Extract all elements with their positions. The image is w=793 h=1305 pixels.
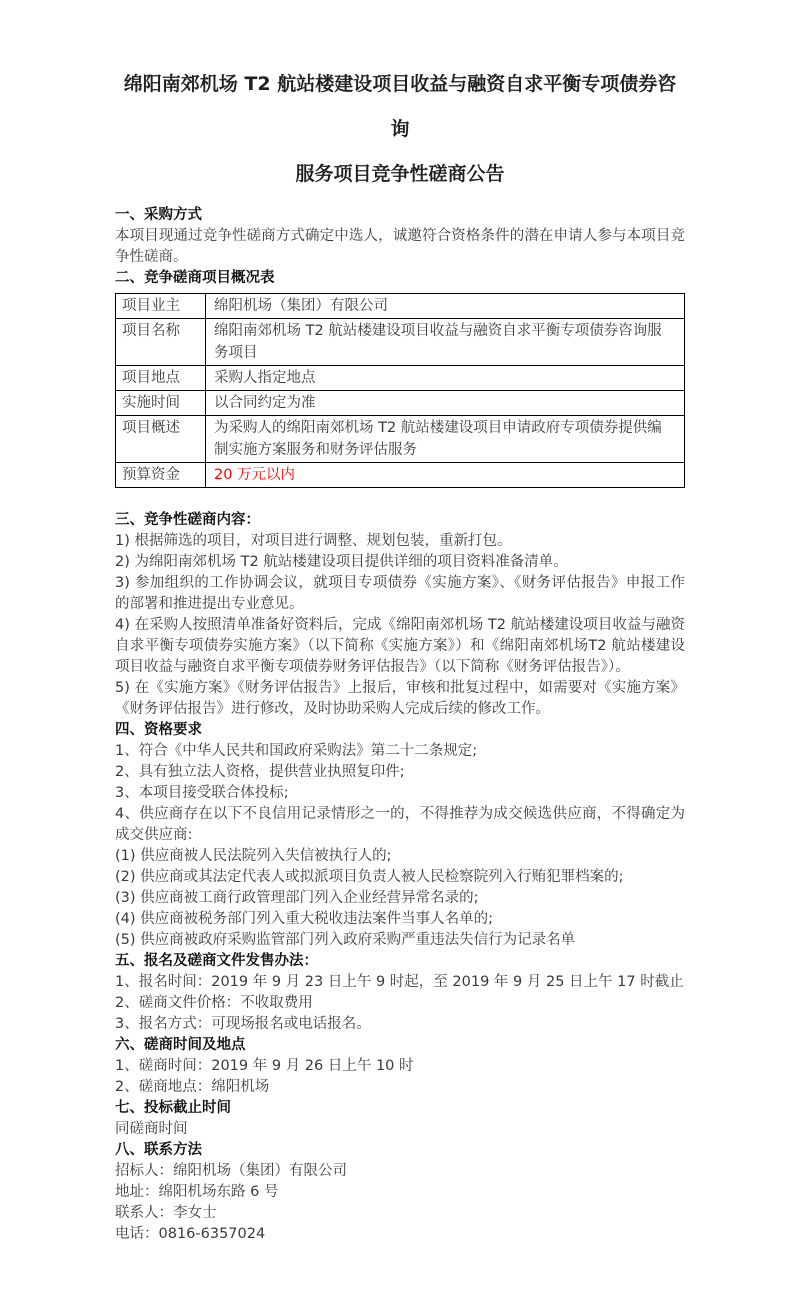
section3-item-5: 5) 在《实施方案》《财务评估报告》上报后，审核和批复过程中，如需要对《实施方案》《财务评估报告》进行修改，及时协助采购人完成后续的修改工作。 [115,680,685,717]
section4-item-3: 3、本项目接受联合体投标; [115,785,289,801]
table-row-name [116,319,685,366]
section5-item-1: 1、报名时间：2019 年 9 月 23 日上午 9 时起，至 2019 年 9 月 25 日上午 17 时截止 [115,974,684,990]
row-value-summary: 为采购人的绵阳南郊机场 T2 航站楼建设项目申请政府专项债券提供编制实施方案服务和财务评估服务 [206,416,685,463]
section1-heading: 一、采购方式 [115,207,202,223]
title-line-2: 服务项目竞争性磋商公告 [295,163,505,185]
section4-subitem-3: (3) 供应商被工商行政管理部门列入企业经营异常名录的; [115,890,479,906]
table-row-budget [116,463,685,488]
section4-heading: 四、资格要求 [115,722,202,738]
section5-item-3: 3、报名方式：可现场报名或电话报名。 [115,1016,371,1032]
table-row-owner [116,294,685,319]
row-value-owner: 绵阳机场（集团）有限公司 [206,294,685,319]
row-label-schedule: 实施时间 [116,391,206,416]
section5-item-2: 2、磋商文件价格：不收取费用 [115,995,313,1011]
contact-person: 联系人：李女士 [115,1205,217,1221]
section3-heading: 三、竞争性磋商内容： [115,512,260,528]
row-value-location: 采购人指定地点 [206,366,685,391]
section4-subitem-2: (2) 供应商或其法定代表人或拟派项目负责人被人民检察院列入行贿犯罪档案的; [115,869,624,885]
row-label-summary: 项目概述 [116,416,206,463]
row-value-name: 绵阳南郊机场 T2 航站楼建设项目收益与融资自求平衡专项债券咨询服务项目 [206,319,685,366]
row-value-budget: 20 万元以内 [206,463,685,488]
title-line-1: 绵阳南郊机场 T2 航站楼建设项目收益与融资自求平衡专项债券咨询 [123,73,677,140]
table-row-summary [116,416,685,463]
section2-heading: 二、竞争磋商项目概况表 [115,270,275,286]
document-title [115,62,685,197]
section6-heading: 六、磋商时间及地点 [115,1037,246,1053]
row-value-schedule: 以合同约定为准 [206,391,685,416]
section8-heading: 八、联系方法 [115,1142,202,1158]
table-row-location [116,366,685,391]
section4-subitem-5: (5) 供应商被政府采购监管部门列入政府采购严重违法失信行为记录名单 [115,932,576,948]
project-overview-table [115,293,685,488]
section1-body: 本项目现通过竞争性磋商方式确定中选人，诚邀符合资格条件的潜在申请人参与本项目竞争性磋商。 [115,228,685,265]
section4-item-1: 1、符合《中华人民共和国政府采购法》第二十二条规定; [115,743,478,759]
section7-heading: 七、投标截止时间 [115,1100,231,1116]
section7-body: 同磋商时间 [115,1121,188,1137]
contact-address: 地址：绵阳机场东路 6 号 [115,1184,279,1200]
row-label-budget: 预算资金 [116,463,206,488]
section3-item-2: 2) 为绵阳南郊机场 T2 航站楼建设项目提供详细的项目资料准备清单。 [115,554,568,570]
row-label-name: 项目名称 [116,319,206,366]
section3-item-4: 4) 在采购人按照清单准备好资料后，完成《绵阳南郊机场 T2 航站楼建设项目收益与融资自求平衡专项债券实施方案》（以下简称《实施方案》）和《绵阳南郊机场T2 航站楼建设项目收益与融资自求平衡专项债券财务评估报告》（以下简称《财务评估报告》）。 [115,617,685,675]
section4-subitem-1: (1) 供应商被人民法院列入失信被执行人的; [115,848,392,864]
section6-item-1: 1、磋商时间：2019 年 9 月 26 日上午 10 时 [115,1058,414,1074]
row-label-owner: 项目业主 [116,294,206,319]
contact-phone: 电话：0816-6357024 [115,1226,266,1242]
row-label-location: 项目地点 [116,366,206,391]
section3-item-1: 1) 根据筛选的项目，对项目进行调整、规划包装，重新打包。 [115,533,512,549]
section4-item-2: 2、具有独立法人资格，提供营业执照复印件; [115,764,405,780]
section6-item-2: 2、磋商地点：绵阳机场 [115,1079,270,1095]
section4-item-4: 4、供应商存在以下不良信用记录情形之一的，不得推荐为成交候选供应商，不得确定为成交供应商: [115,806,685,843]
section5-heading: 五、报名及磋商文件发售办法： [115,953,318,969]
table-row-schedule [116,391,685,416]
section4-subitem-4: (4) 供应商被税务部门列入重大税收违法案件当事人名单的; [115,911,494,927]
section3-item-3: 3) 参加组织的工作协调会议，就项目专项债券《实施方案》、《财务评估报告》申报工作的部署和推进提出专业意见。 [115,575,685,612]
contact-bidder: 招标人：绵阳机场（集团）有限公司 [115,1163,347,1179]
